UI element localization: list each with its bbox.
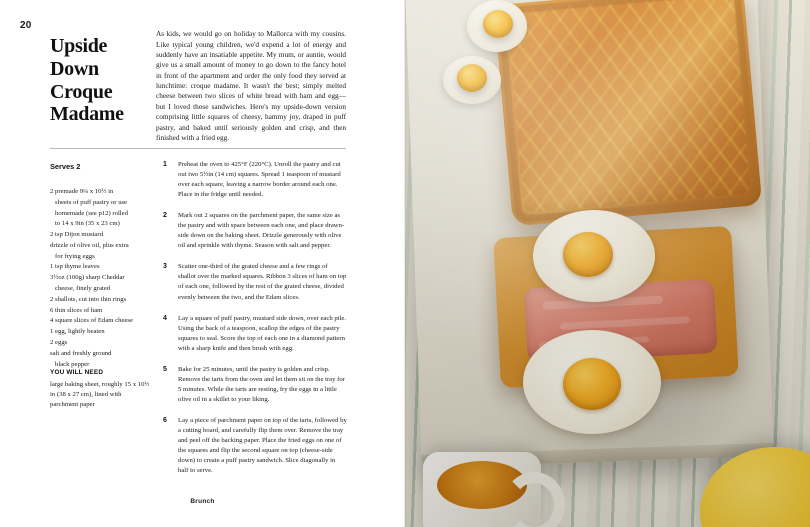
ingredient-line: to 14 x 9in (35 x 23 cm): [55, 220, 120, 228]
method-step: [163, 211, 347, 251]
ingredient-line: cheese, finely grated: [55, 285, 111, 293]
step-text: Bake for 25 minutes, until the pastry is golden and crisp. Remove the tarts from the oven and let them sit on the tray for 5 minutes. While the tarts are resting, fry the eggs in a little olive oil in a skillet to your liking.: [178, 365, 345, 403]
you-will-need-heading: YOU WILL NEED: [50, 369, 104, 376]
serves-label: Serves 2: [50, 162, 81, 171]
step-number: 5: [163, 365, 167, 373]
ingredient-line: 4 square slices of Edam cheese: [50, 317, 134, 325]
book-gutter: [404, 0, 406, 527]
recipe-photo-page: [405, 0, 810, 527]
method-step: [163, 416, 347, 476]
chapter-footer: Brunch: [190, 498, 215, 505]
ingredient-line: 2 eggs: [50, 338, 68, 346]
step-number: 4: [163, 314, 167, 322]
ingredient-line: 3½oz (100g) sharp Cheddar: [50, 274, 125, 282]
ingredient-line: 6 thin slices of ham: [50, 306, 103, 314]
ingredient-line: drizzle of olive oil, plus extra: [50, 241, 129, 249]
step-number: 1: [163, 161, 167, 168]
method-step: [163, 314, 347, 354]
step-text: Lay a square of puff pastry, mustard side down, over each pile. Using the back of a teaspoon, scallop the edges of the pastry squares to seal. Score the top of each one in a diamond pattern with a sharp knife and then brush with egg.: [178, 314, 347, 352]
ingredient-line: 1 egg, lightly beaten: [50, 328, 105, 336]
ingredient-line: sheets of puff pastry or use: [55, 198, 128, 206]
step-number: 2: [163, 212, 167, 220]
ingredient-line: black pepper: [55, 360, 90, 368]
step-text: Lay a piece of parchment paper on top of the tarts, followed by a cutting board, and carefully flip them over. Remove the tray and peel off the backing paper. Place the fried eggs on one of the squares and flip the second square on top (cheese-side down) to create a puff pastry sandwich. Slice diagonally in half to serve.: [178, 416, 347, 475]
step-text: Scatter one-third of the grated cheese and a few rings of shallot over the marked squares. Ribbon 3 slices of ham on top of each one, followed by the rest of the grated cheese, divided evenly between the two, and the Edam slices.: [178, 263, 347, 301]
step-text: Preheat the oven to 425°F (220°C). Unroll the pastry and cut out two 5½in (14 cm) squares. Spread 1 teaspoon of mustard over each square, leaving a narrow border around each one. Place in the fridge until needed.: [178, 161, 341, 199]
step-number: 3: [163, 263, 167, 271]
page-title: Upside Down Croque Madame: [50, 35, 124, 126]
ingredient-line: 2 shallots, cut into thin rings: [50, 295, 127, 303]
ingredient-line: 2 tsp Dijon mustard: [50, 231, 103, 239]
step-text: Mark out 2 squares on the parchment paper, the same size as the pastry and with space between each one, and place drawn-side down on the baking sheet. Drizzle generously with olive oil and sprinkle with thyme. Season with salt and pepper.: [178, 212, 345, 250]
ingredient-line: salt and freshly ground: [50, 349, 112, 357]
recipe-headnote: As kids, we would go on holiday to Mallorca with my cousins. Like typical young children, we'd expend a lot of energy and suddenly have an insatiable appetite. My mum, or auntie, would give us a small amount of money to go down to the fancy hotel in front of the apartment and order the only food they served at lunchtime: croque madame. It wasn't the best; simply melted cheese between two slices of white bread with ham and egg—but I loved those sandwiches. Here's my upside-down version comprising little squares of cheesy, hammy joy, draped in puff pastry, and baked until seriously golden and crisp, and then finished with a fried egg.: [156, 29, 346, 142]
method-steps: [163, 160, 347, 487]
photo-vignette: [405, 0, 810, 527]
you-will-need-text: large baking sheet, roughly 15 x 10½ in (38 x 27 cm), lined with parchment paper: [50, 381, 150, 409]
method-step: [163, 262, 347, 302]
method-step: [163, 160, 347, 200]
ingredient-line: 1 tsp thyme leaves: [50, 263, 100, 271]
page-number: 20: [20, 20, 32, 31]
horizontal-divider: [50, 148, 346, 149]
step-number: 6: [163, 416, 167, 424]
ingredients-list: [50, 187, 149, 370]
ingredient-line: for frying eggs: [55, 252, 95, 260]
ingredient-line: 2 premade 9¼ x 10½ in: [50, 188, 114, 195]
method-step: [163, 365, 347, 405]
ingredient-line: homemade (see p12) rolled: [55, 209, 128, 217]
